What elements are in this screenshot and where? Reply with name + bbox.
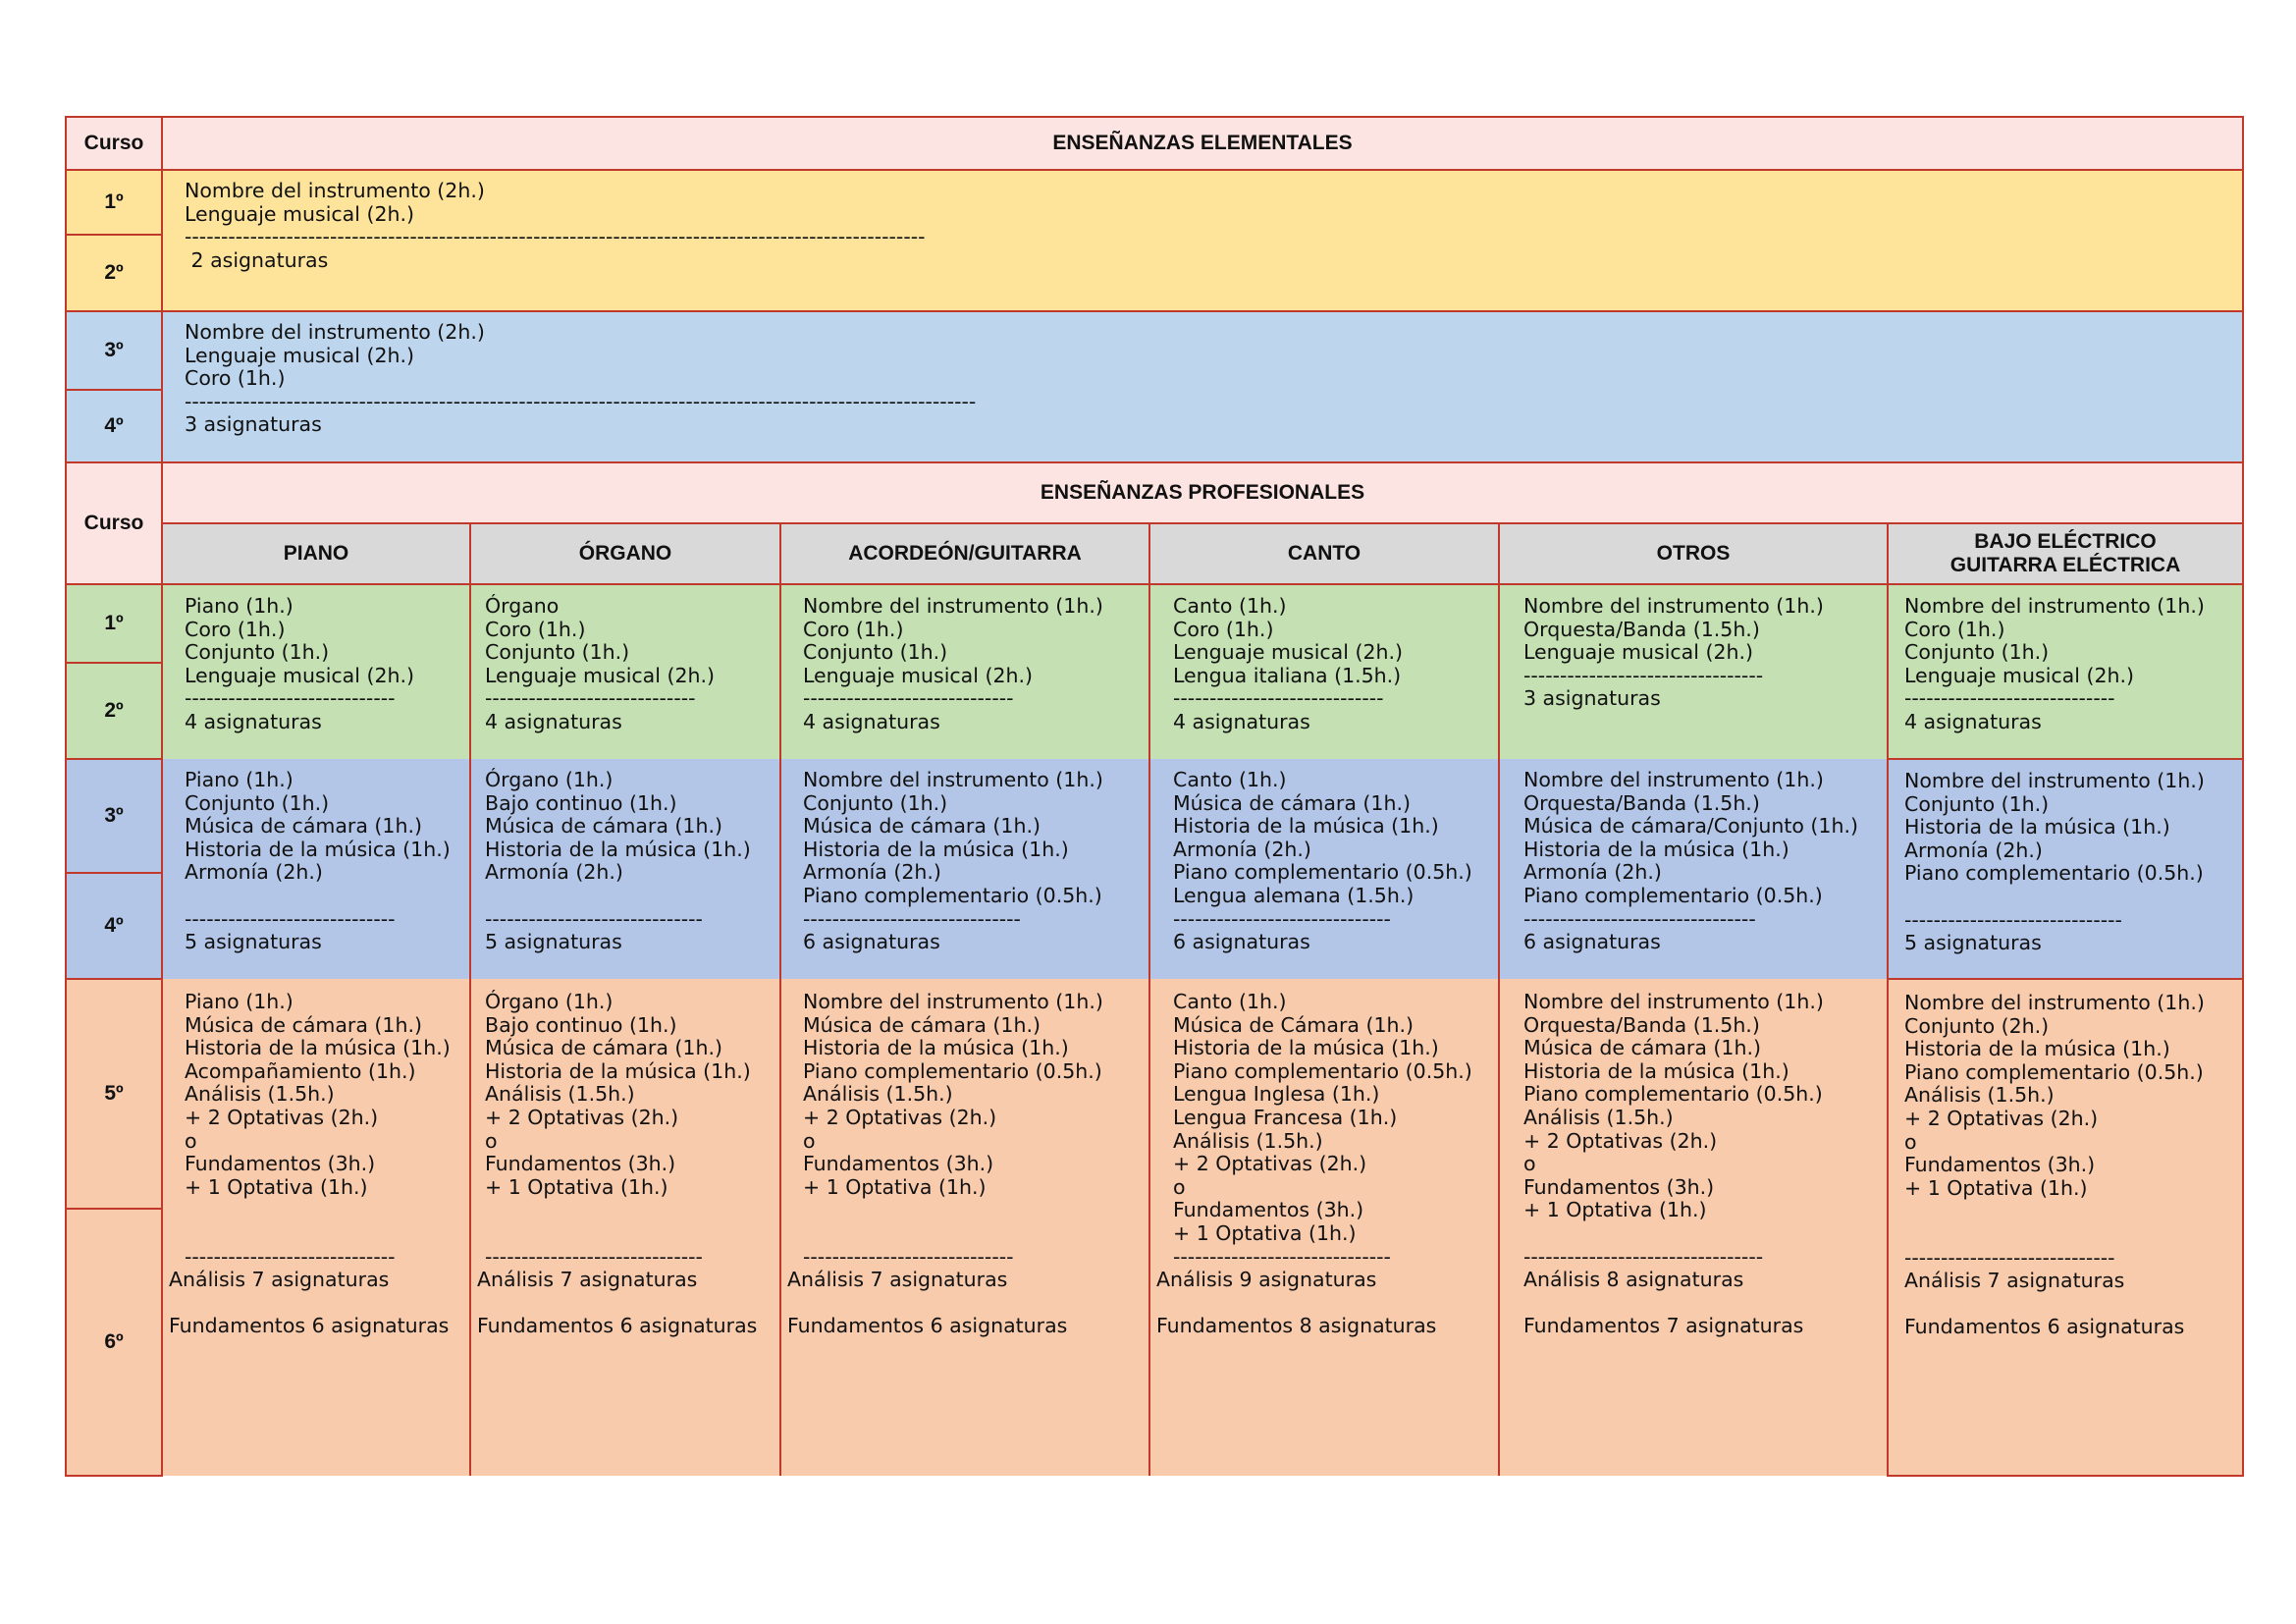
course-cell-p4 <box>66 873 162 979</box>
subject-line <box>803 1199 1148 1222</box>
subject-line: Nombre del instrumento (1h.) <box>803 768 1103 791</box>
subject-line: Nombre del instrumento (1h.) <box>1904 769 2205 792</box>
subject-line: Nombre del instrumento (1h.) <box>1523 594 1824 618</box>
course-label: 4º <box>104 414 124 437</box>
subject-line: Coro (1h.) <box>185 617 286 641</box>
fundamentos-count: Fundamentos 6 asignaturas <box>1904 1315 2185 1339</box>
subject-count: 5 asignaturas <box>185 930 322 954</box>
subject-line: Música de cámara (1h.) <box>485 1036 722 1060</box>
subject-line: + 1 Optativa (1h.) <box>1904 1175 2088 1200</box>
divider-line: --------------------------------- <box>1523 663 1764 687</box>
column-header-acordeon-guitarra <box>780 523 1149 584</box>
subject-line: Historia de la música (1h.) <box>485 837 751 861</box>
cell-piano-b <box>162 759 470 979</box>
fundamentos-count: Fundamentos 6 asignaturas <box>477 1314 758 1338</box>
subject-line: + 2 Optativas (2h.) <box>1173 1152 1367 1176</box>
subject-line: Canto (1h.) <box>1173 768 1287 791</box>
cell-otros-b <box>1499 759 1888 979</box>
subject-line: Historia de la música (1h.) <box>803 837 1069 861</box>
subject-line: Lengua Francesa (1h.) <box>1173 1105 1398 1129</box>
divider-line: ------------------------------------------------------------------------------------------------------ <box>185 225 926 249</box>
column-label: GUITARRA ELÉCTRICA <box>1949 554 2181 576</box>
subject-line: Análisis (1.5h.) <box>185 1082 335 1107</box>
curriculum-table-sheet <box>65 116 2244 1477</box>
divider-line: ----------------------------- <box>803 1244 1014 1269</box>
subject-line <box>185 885 469 908</box>
subject-line: + 1 Optativa (1h.) <box>185 1174 368 1199</box>
elementales-header-row <box>66 117 2243 170</box>
subject-line <box>803 1222 1148 1246</box>
subject-line: Historia de la música (1h.) <box>1173 814 1439 839</box>
subject-line: Historia de la música (1h.) <box>185 1036 451 1060</box>
subject-line <box>185 1199 469 1222</box>
subject-line: Lenguaje musical (2h.) <box>1523 640 1753 665</box>
course-cell-p2 <box>66 663 162 759</box>
cell-organo-c <box>470 979 780 1476</box>
subject-line: + 2 Optativas (2h.) <box>1904 1106 2099 1130</box>
subject-line: Historia de la música (1h.) <box>1904 1037 2170 1061</box>
cell-organo-b <box>470 759 780 979</box>
subject-count: 4 asignaturas <box>1173 709 1310 733</box>
analisis-count: Análisis 9 asignaturas <box>1156 1268 1377 1292</box>
subject-line: + 1 Optativa (1h.) <box>803 1174 987 1199</box>
divider-line: ----------------------------- <box>485 686 696 711</box>
column-label: BAJO ELÉCTRICO <box>1974 530 2157 553</box>
prof-row-b-1 <box>66 759 2243 873</box>
fundamentos-count: Fundamentos 6 asignaturas <box>787 1314 1068 1338</box>
column-header-bajo-guitarra-electrica <box>1888 523 2243 584</box>
subject-line: Fundamentos (3h.) <box>1904 1153 2096 1177</box>
elementales-title: ENSEÑANZAS ELEMENTALES <box>1052 132 1353 154</box>
analisis-count: Análisis 7 asignaturas <box>1904 1269 2125 1293</box>
subject-line: + 2 Optativas (2h.) <box>1523 1128 1718 1153</box>
divider-line: ----------------------------- <box>185 686 396 711</box>
subject-line: Canto (1h.) <box>1173 594 1287 618</box>
subject-line: Piano (1h.) <box>185 768 294 791</box>
subject-line: Piano complementario (0.5h.) <box>803 1058 1102 1083</box>
subject-line <box>1523 1222 1887 1246</box>
subject-line: Armonía (2h.) <box>1904 838 2043 862</box>
cell-acordeon-b <box>780 759 1149 979</box>
subject-line: Análisis (1.5h.) <box>485 1082 635 1107</box>
subject-line <box>485 885 779 908</box>
elementales-block-1 <box>162 170 2243 311</box>
cell-acordeon-a <box>780 584 1149 759</box>
subject-line: Conjunto (1h.) <box>185 790 330 815</box>
divider-line: ----------------------------- <box>1904 1245 2115 1270</box>
subject-line: + 1 Optativa (1h.) <box>485 1174 668 1199</box>
subject-line: Armonía (2h.) <box>485 860 623 885</box>
subject-line: Música de cámara/Conjunto (1h.) <box>1523 814 1858 839</box>
cell-piano-c <box>162 979 470 1476</box>
subject-line: + 2 Optativas (2h.) <box>485 1105 679 1129</box>
subject-line: Órgano (1h.) <box>485 990 614 1013</box>
column-label: ÓRGANO <box>578 542 672 565</box>
subject-line: o <box>185 1128 197 1153</box>
subject-line: Piano complementario (0.5h.) <box>1173 860 1472 885</box>
curriculum-table <box>65 116 2244 1477</box>
subject-line <box>1904 1200 2242 1223</box>
subject-line: Lenguaje musical (2h.) <box>185 201 414 226</box>
subject-line: Análisis (1.5h.) <box>1173 1128 1323 1153</box>
divider-line: --------------------------------- <box>1523 1244 1764 1269</box>
subject-line <box>485 1199 779 1222</box>
subject-line: Nombre del instrumento (2h.) <box>185 320 485 344</box>
course-cell-p1 <box>66 584 162 663</box>
cell-canto-a <box>1149 584 1499 759</box>
column-header-canto <box>1149 523 1499 584</box>
divider-line: ------------------------------------------------------------------------------------------------------------- <box>185 389 977 413</box>
subject-line: Piano complementario (0.5h.) <box>803 883 1102 907</box>
subject-line: Nombre del instrumento (1h.) <box>1904 594 2205 618</box>
subject-line: Música de cámara (1h.) <box>803 814 1041 839</box>
subject-line: Armonía (2h.) <box>803 860 941 885</box>
subject-line <box>1904 886 2242 909</box>
course-label: 1º <box>104 190 124 213</box>
cell-otros-a <box>1499 584 1888 759</box>
analisis-count: Análisis 7 asignaturas <box>169 1268 390 1292</box>
subject-line: Piano complementario (0.5h.) <box>1173 1058 1472 1083</box>
subject-count: 3 asignaturas <box>185 412 322 437</box>
column-label: ACORDEÓN/GUITARRA <box>848 542 1082 565</box>
course-cell-3 <box>66 311 162 390</box>
course-label: 4º <box>104 914 124 937</box>
subject-line: Coro (1h.) <box>185 366 286 391</box>
column-header-row <box>66 523 2243 584</box>
prof-row-a-1 <box>66 584 2243 663</box>
subject-line: Piano (1h.) <box>185 594 294 618</box>
subject-line: Fundamentos (3h.) <box>485 1152 676 1176</box>
subject-line: Bajo continuo (1h.) <box>485 1012 677 1037</box>
subject-line: Fundamentos (3h.) <box>803 1152 994 1176</box>
analisis-count: Análisis 7 asignaturas <box>477 1268 698 1292</box>
divider-line: ----------------------------- <box>1904 686 2115 711</box>
divider-line: ----------------------------- <box>803 686 1014 711</box>
subject-line: Lenguaje musical (2h.) <box>1173 640 1403 665</box>
subject-count: 4 asignaturas <box>803 709 940 733</box>
divider-line: ----------------------------- <box>1173 686 1384 711</box>
subject-line: Armonía (2h.) <box>1523 860 1662 885</box>
subject-line: Lenguaje musical (2h.) <box>185 343 414 367</box>
course-label: 1º <box>104 612 124 634</box>
subject-line: Música de cámara (1h.) <box>1523 1036 1761 1060</box>
course-label: 6º <box>104 1330 124 1353</box>
subject-line: Lenguaje musical (2h.) <box>485 663 715 687</box>
cell-canto-c <box>1149 979 1499 1476</box>
column-header-organo <box>470 523 780 584</box>
elementales-title-cell <box>162 117 2243 170</box>
curso-header-cell <box>66 117 162 170</box>
subject-line: Música de cámara (1h.) <box>185 1012 422 1037</box>
cell-organo-a <box>470 584 780 759</box>
subject-line: Armonía (2h.) <box>185 860 323 885</box>
subject-line <box>485 1222 779 1246</box>
subject-line: Piano (1h.) <box>185 990 294 1013</box>
subject-line: Coro (1h.) <box>1904 617 2005 641</box>
column-header-otros <box>1499 523 1888 584</box>
subject-line: o <box>1523 1152 1536 1176</box>
subject-line: Música de cámara (1h.) <box>185 814 422 839</box>
subject-line: Historia de la música (1h.) <box>803 1036 1069 1060</box>
fundamentos-count: Fundamentos 6 asignaturas <box>169 1314 450 1338</box>
subject-line: Conjunto (1h.) <box>1904 640 2050 665</box>
subject-line: Nombre del instrumento (1h.) <box>1523 990 1824 1013</box>
subject-line: Análisis (1.5h.) <box>1904 1083 2055 1108</box>
subject-line: Lenguaje musical (2h.) <box>1904 663 2134 687</box>
subject-line: Canto (1h.) <box>1173 990 1287 1013</box>
divider-line: ----------------------------- <box>185 1244 396 1269</box>
curso-header-cell-2 <box>66 462 162 584</box>
cell-otros-c <box>1499 979 1888 1476</box>
course-cell-p3 <box>66 759 162 873</box>
subject-line: Piano complementario (0.5h.) <box>1523 883 1823 907</box>
fundamentos-count: Fundamentos 7 asignaturas <box>1523 1314 1804 1338</box>
subject-line: Lenguaje musical (2h.) <box>803 663 1033 687</box>
subject-count: 4 asignaturas <box>485 709 622 733</box>
curso-label: Curso <box>83 512 144 534</box>
elementales-block-2 <box>162 311 2243 462</box>
subject-line: Coro (1h.) <box>1173 617 1274 641</box>
subject-line: Análisis (1.5h.) <box>803 1082 953 1107</box>
subject-line: Órgano (1h.) <box>485 768 614 791</box>
subject-line: Órgano <box>485 594 560 618</box>
subject-count: 5 asignaturas <box>485 930 622 954</box>
subject-line: Música de cámara (1h.) <box>1173 790 1411 815</box>
subject-line: Orquesta/Banda (1.5h.) <box>1523 790 1760 815</box>
subject-line: Lengua italiana (1.5h.) <box>1173 663 1402 687</box>
subject-line: Piano complementario (0.5h.) <box>1904 861 2204 886</box>
cell-bajo-c <box>1888 979 2243 1476</box>
subject-line: Nombre del instrumento (1h.) <box>803 594 1103 618</box>
subject-line: o <box>485 1128 498 1153</box>
subject-line: + 2 Optativas (2h.) <box>803 1105 997 1129</box>
elementales-row-1 <box>66 170 2243 235</box>
column-label: OTROS <box>1656 542 1731 565</box>
course-label: 2º <box>104 699 124 722</box>
profesionales-title-cell <box>162 462 2243 523</box>
subject-line: Conjunto (1h.) <box>1904 791 2050 816</box>
prof-row-c-1 <box>66 979 2243 1209</box>
subject-line: Conjunto (1h.) <box>803 640 948 665</box>
subject-line: Música de Cámara (1h.) <box>1173 1012 1415 1037</box>
cell-bajo-b <box>1888 759 2243 979</box>
subject-line: Música de cámara (1h.) <box>803 1012 1041 1037</box>
subject-count: 5 asignaturas <box>1904 931 2042 955</box>
subject-line: Piano complementario (0.5h.) <box>1523 1082 1823 1107</box>
divider-line: ------------------------------ <box>485 906 703 931</box>
subject-line: Fundamentos (3h.) <box>185 1152 376 1176</box>
subject-line: + 2 Optativas (2h.) <box>185 1105 379 1129</box>
divider-line: ------------------------------ <box>1173 906 1391 931</box>
subject-line: Historia de la música (1h.) <box>185 837 451 861</box>
column-label: PIANO <box>283 542 349 565</box>
elementales-row-3 <box>66 311 2243 390</box>
subject-line: Bajo continuo (1h.) <box>485 790 677 815</box>
curso-label: Curso <box>83 132 144 154</box>
subject-line: Conjunto (1h.) <box>185 640 330 665</box>
subject-line: Nombre del instrumento (1h.) <box>1523 768 1824 791</box>
divider-line: ----------------------------- <box>185 906 396 931</box>
subject-line <box>185 1222 469 1246</box>
analisis-count: Análisis 7 asignaturas <box>787 1268 1008 1292</box>
subject-line: Coro (1h.) <box>803 617 904 641</box>
subject-line: Historia de la música (1h.) <box>1173 1036 1439 1060</box>
subject-line: o <box>1173 1174 1186 1199</box>
subject-line: Lenguaje musical (2h.) <box>185 663 414 687</box>
cell-piano-a <box>162 584 470 759</box>
subject-line: Conjunto (2h.) <box>1904 1013 2050 1038</box>
subject-line: + 1 Optativa (1h.) <box>1173 1220 1357 1245</box>
subject-line: Conjunto (1h.) <box>803 790 948 815</box>
course-cell-4 <box>66 390 162 462</box>
subject-line: o <box>803 1128 816 1153</box>
divider-line: -------------------------------- <box>1523 906 1756 931</box>
cell-canto-b <box>1149 759 1499 979</box>
subject-count: 4 asignaturas <box>1904 709 2042 733</box>
subject-line: Coro (1h.) <box>485 617 586 641</box>
subject-count: 3 asignaturas <box>1523 686 1661 711</box>
subject-line: Historia de la música (1h.) <box>485 1058 751 1083</box>
subject-line: Conjunto (1h.) <box>485 640 630 665</box>
subject-line: Nombre del instrumento (2h.) <box>185 179 485 202</box>
analisis-count: Análisis 8 asignaturas <box>1523 1268 1744 1292</box>
subject-line: Orquesta/Banda (1.5h.) <box>1523 1012 1760 1037</box>
subject-line: Fundamentos (3h.) <box>1173 1198 1364 1222</box>
subject-line: Lengua alemana (1.5h.) <box>1173 883 1415 907</box>
subject-line: Nombre del instrumento (1h.) <box>803 990 1103 1013</box>
course-cell-p6 <box>66 1209 162 1476</box>
divider-line: ------------------------------ <box>485 1244 703 1269</box>
subject-line <box>1904 1223 2242 1247</box>
course-cell-1 <box>66 170 162 235</box>
course-cell-p5 <box>66 979 162 1209</box>
divider-line: ------------------------------ <box>1173 1244 1391 1269</box>
column-header-piano <box>162 523 470 584</box>
cell-acordeon-c <box>780 979 1149 1476</box>
subject-count: 4 asignaturas <box>185 709 322 733</box>
divider-line: ------------------------------ <box>803 906 1021 931</box>
subject-line: Nombre del instrumento (1h.) <box>1904 991 2205 1014</box>
subject-line: Acompañamiento (1h.) <box>185 1058 416 1083</box>
fundamentos-count: Fundamentos 8 asignaturas <box>1156 1314 1437 1338</box>
subject-line: o <box>1904 1129 1917 1154</box>
subject-count: 6 asignaturas <box>1523 930 1661 954</box>
subject-line: Armonía (2h.) <box>1173 837 1311 861</box>
subject-line: Fundamentos (3h.) <box>1523 1174 1715 1199</box>
course-label: 3º <box>104 804 124 827</box>
profesionales-title: ENSEÑANZAS PROFESIONALES <box>1040 481 1365 504</box>
subject-line: Lengua Inglesa (1h.) <box>1173 1082 1380 1107</box>
subject-line: Piano complementario (0.5h.) <box>1904 1059 2204 1084</box>
divider-line: ------------------------------ <box>1904 907 2122 932</box>
course-label: 2º <box>104 261 124 284</box>
subject-line: Historia de la música (1h.) <box>1523 837 1789 861</box>
course-label: 5º <box>104 1082 124 1105</box>
course-label: 3º <box>104 339 124 361</box>
profesionales-header-row <box>66 462 2243 523</box>
subject-line: Análisis (1.5h.) <box>1523 1105 1674 1129</box>
subject-line: Música de cámara (1h.) <box>485 814 722 839</box>
subject-line: Historia de la música (1h.) <box>1523 1058 1789 1083</box>
subject-line: Historia de la música (1h.) <box>1904 815 2170 839</box>
subject-line: Orquesta/Banda (1.5h.) <box>1523 617 1760 641</box>
cell-bajo-a <box>1888 584 2243 759</box>
subject-line: + 1 Optativa (1h.) <box>1523 1198 1707 1222</box>
subject-count: 6 asignaturas <box>1173 930 1310 954</box>
subject-count: 2 asignaturas <box>185 247 329 272</box>
course-cell-2 <box>66 235 162 311</box>
subject-count: 6 asignaturas <box>803 930 940 954</box>
column-label: CANTO <box>1287 542 1362 565</box>
